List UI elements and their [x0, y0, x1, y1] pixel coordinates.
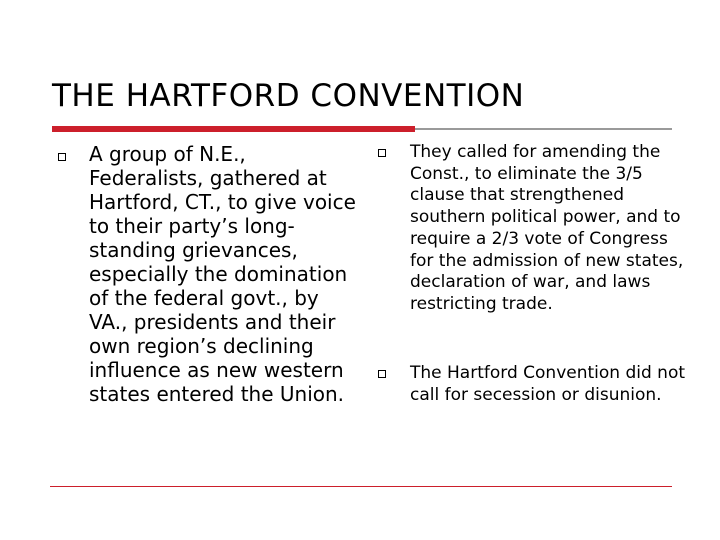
bullet-text-1: A group of N.E., Federalists, gathered at Hartford, CT., to give voice to their party’s long-standing grievances, especially the domination of the federal govt., by VA., presidents and their own region’s declining influence as new western states entered the Union.: [89, 142, 356, 406]
square-bullet-icon: [58, 153, 66, 161]
square-bullet-icon: [378, 149, 386, 157]
bullet-text-2: They called for amending the Const., to eliminate the 3/5 clause that strengthened southern political power, and to require a 2/3 vote of Congress for the admission of new states, declaration of war, and laws restricting trade.: [410, 142, 684, 314]
bullet-text-3: The Hartford Convention did not call for secession or disunion.: [410, 363, 686, 405]
slide-title: THE HARTFORD CONVENTION: [52, 78, 525, 114]
footer-rule: [50, 486, 672, 487]
title-underline-gray: [415, 128, 672, 130]
title-underline-accent: [52, 126, 415, 132]
square-bullet-icon: [378, 370, 386, 378]
